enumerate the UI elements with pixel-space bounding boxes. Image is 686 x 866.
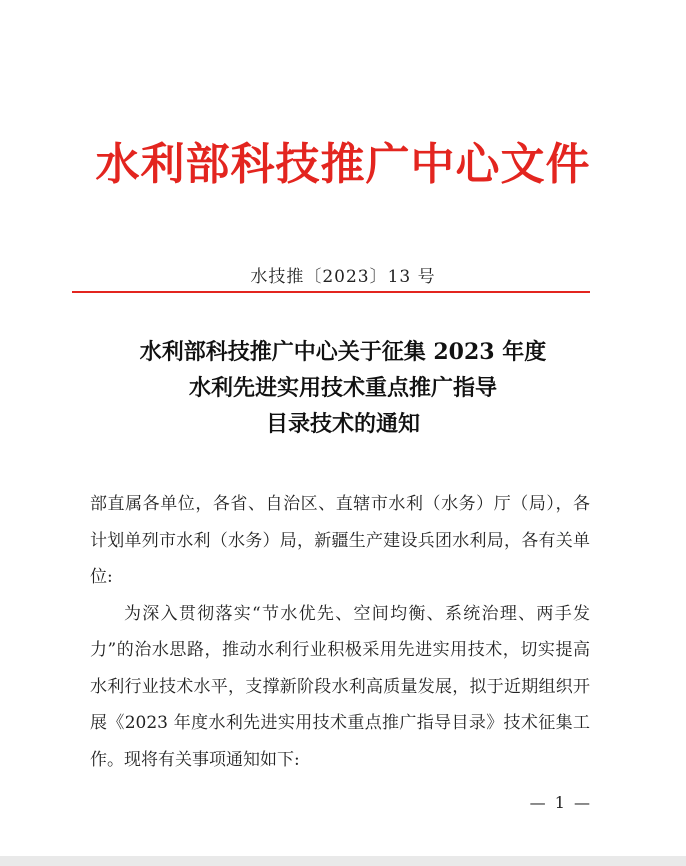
- notice-title-line-2: 水利先进实用技术重点推广指导: [188, 375, 497, 401]
- page-number: — 1 —: [529, 793, 592, 812]
- addressees-paragraph: 部直属各单位，各省、自治区、直辖市水利（水务）厅（局），各计划单列市水利（水务）局，新疆生产建设兵团水利局，各有关单位:: [90, 494, 590, 587]
- document-number: 水技推〔2023〕13 号: [250, 267, 436, 287]
- notice-body: [90, 486, 590, 778]
- agency-header-title: 水利部科技推广中心文件: [95, 139, 591, 190]
- notice-title-line-3: 目录技术的通知: [265, 411, 420, 437]
- notice-title: [0, 334, 686, 442]
- notice-title-line-1: 水利部科技推广中心关于征集 2023 年度: [139, 339, 547, 365]
- scan-bottom-edge: [0, 856, 686, 866]
- red-header-rule: [72, 291, 590, 293]
- body-paragraph-1: 为深入贯彻落实“节水优先、空间均衡、系统治理、两手发力”的治水思路，推动水利行业积极采用先进实用技术，切实提高水利行业技术水平，支撑新阶段水利高质量发展，拟于近期组织开展《2023 年度水利先进实用技术重点推广指导目录》技术征集工作。现将有关事项通知如下:: [90, 603, 590, 770]
